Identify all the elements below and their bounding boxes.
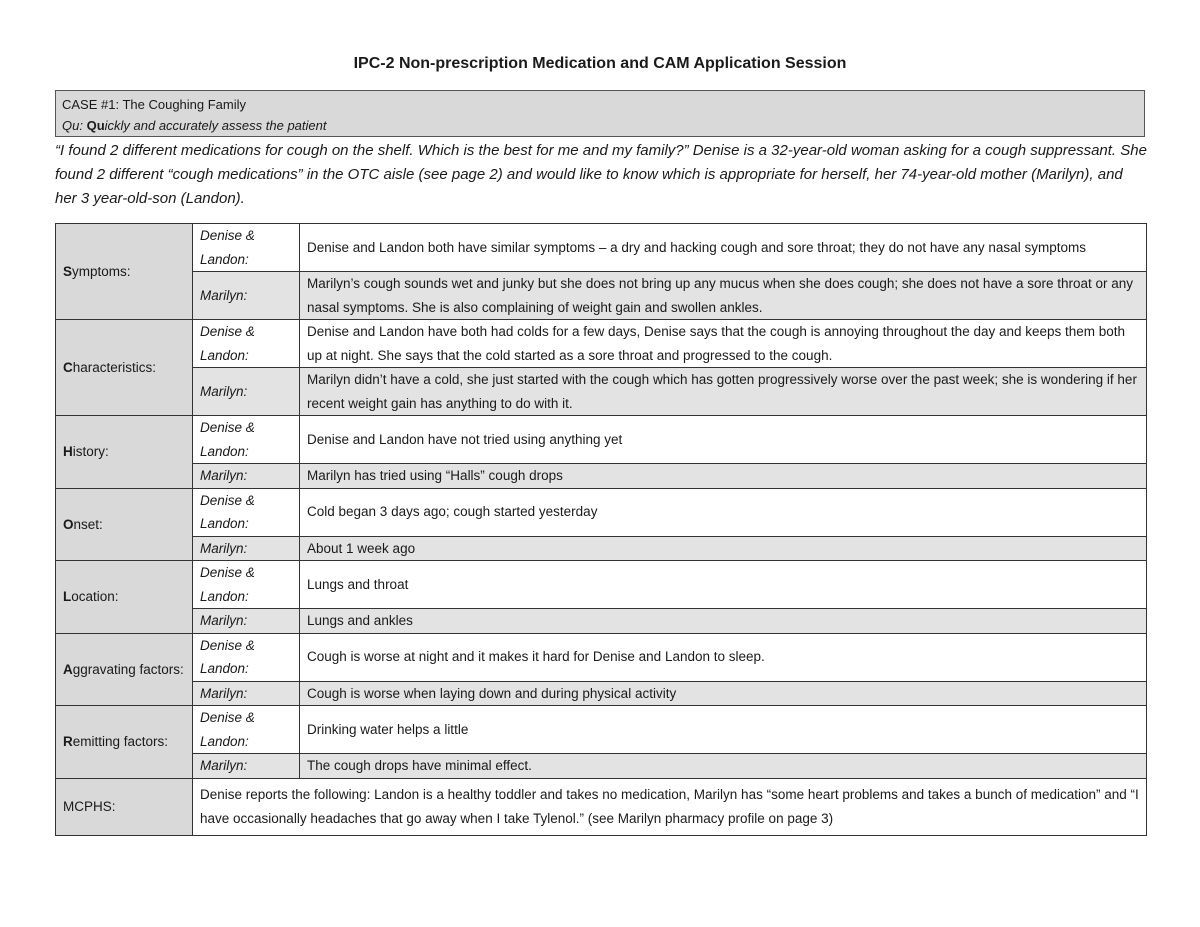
qu-bold: Qu	[86, 118, 105, 133]
table-row	[56, 633, 1147, 681]
table-row	[56, 536, 1147, 561]
description-marilyn: The cough drops have minimal effect.	[300, 754, 1147, 779]
description-marilyn: Lungs and ankles	[300, 609, 1147, 634]
patient-label-marilyn: Marilyn:	[193, 754, 300, 779]
category-initial: H	[63, 444, 73, 459]
patient-label-denise-landon: Denise & Landon:	[193, 706, 300, 754]
category-label: ymptoms:	[72, 263, 131, 279]
mcphs-label: MCPHS:	[56, 778, 193, 835]
table-row	[56, 368, 1147, 416]
description-marilyn: Marilyn’s cough sounds wet and junky but she does not bring up any mucus when she does cough; she does not have a sore throat or any nasal symptoms. She is also complaining of weight gain and swollen ankles.	[300, 272, 1147, 320]
description-denise-landon: Lungs and throat	[300, 561, 1147, 609]
qu-rest: ickly and accurately assess the patient	[104, 118, 327, 133]
category-initial: C	[63, 359, 73, 375]
table-row	[56, 754, 1147, 779]
category-label: nset:	[73, 516, 103, 532]
case-title: CASE #1: The Coughing Family	[62, 97, 247, 112]
patient-label-marilyn: Marilyn:	[193, 536, 300, 561]
description-marilyn: Cough is worse when laying down and during physical activity	[300, 681, 1147, 706]
category-label: haracteristics:	[72, 359, 157, 375]
mcphs-description: Denise reports the following: Landon is a healthy toddler and takes no medication, Marilyn has “some heart problems and takes a bunch of medication” and “I have occasionally headaches that go away when I take Tylenol.” (see Marilyn pharmacy profile on page 3)	[193, 778, 1147, 835]
category-cell	[56, 488, 193, 561]
assessment-table	[55, 223, 1147, 836]
table-row	[56, 320, 1147, 368]
table-row	[56, 778, 1147, 835]
patient-label-denise-landon: Denise & Landon:	[193, 416, 300, 464]
case-intro-paragraph: “I found 2 different medications for cough on the shelf. Which is the best for me and my family?” Denise is a 32-year-old woman asking for a cough suppressant. She found 2 different “cough medications” in the OTC aisle (see page 2) and would like to know which is appropriate for herself, her 74-year-old mother (Marilyn), and her 3 year-old-son (Landon).	[55, 142, 1147, 207]
document-title: IPC-2 Non-prescription Medication and CAM Application Session	[353, 55, 847, 72]
category-label: istory:	[72, 444, 109, 459]
description-marilyn: About 1 week ago	[300, 536, 1147, 561]
case-qu-line	[62, 115, 1138, 136]
description-denise-landon: Denise and Landon have both had colds for a few days, Denise says that the cough is annoying throughout the day and keeps them both up at night. She says that the cold started as a sore throat and progressed to the cough.	[300, 320, 1147, 368]
description-denise-landon: Denise and Landon both have similar symptoms – a dry and hacking cough and sore throat; they do not have any nasal symptoms	[300, 224, 1147, 272]
patient-label-marilyn: Marilyn:	[193, 609, 300, 634]
category-label: ocation:	[71, 589, 119, 604]
description-marilyn: Marilyn didn’t have a cold, she just started with the cough which has gotten progressively worse over the past week; she is wondering if her recent weight gain has anything to do with it.	[300, 368, 1147, 416]
category-initial: A	[63, 661, 73, 677]
table-row	[56, 416, 1147, 464]
category-cell	[56, 633, 193, 706]
category-initial: O	[63, 516, 74, 532]
table-row	[56, 464, 1147, 489]
case-header-box	[55, 90, 1145, 137]
description-denise-landon: Cough is worse at night and it makes it hard for Denise and Landon to sleep.	[300, 633, 1147, 681]
description-denise-landon: Cold began 3 days ago; cough started yesterday	[300, 488, 1147, 536]
patient-label-denise-landon: Denise & Landon:	[193, 633, 300, 681]
table-row	[56, 272, 1147, 320]
qu-label: Qu:	[62, 118, 87, 133]
table-row	[56, 488, 1147, 536]
table-row	[56, 224, 1147, 272]
description-denise-landon: Denise and Landon have not tried using anything yet	[300, 416, 1147, 464]
category-cell	[56, 706, 193, 779]
patient-label-denise-landon: Denise & Landon:	[193, 224, 300, 272]
patient-label-denise-landon: Denise & Landon:	[193, 561, 300, 609]
table-row	[56, 681, 1147, 706]
table-row	[56, 561, 1147, 609]
patient-label-marilyn: Marilyn:	[193, 272, 300, 320]
category-cell	[56, 320, 193, 416]
table-row	[56, 609, 1147, 634]
category-label: emitting factors:	[72, 734, 169, 749]
patient-label-denise-landon: Denise & Landon:	[193, 320, 300, 368]
category-initial: S	[63, 263, 73, 279]
category-cell	[56, 416, 193, 489]
description-marilyn: Marilyn has tried using “Halls” cough drops	[300, 464, 1147, 489]
patient-label-marilyn: Marilyn:	[193, 681, 300, 706]
category-initial: R	[63, 734, 73, 749]
patient-label-marilyn: Marilyn:	[193, 368, 300, 416]
patient-label-marilyn: Marilyn:	[193, 464, 300, 489]
category-cell	[56, 561, 193, 634]
category-initial: L	[63, 589, 72, 604]
category-cell	[56, 224, 193, 320]
category-label: ggravating factors:	[72, 661, 184, 677]
table-row	[56, 706, 1147, 754]
description-denise-landon: Drinking water helps a little	[300, 706, 1147, 754]
patient-label-denise-landon: Denise & Landon:	[193, 488, 300, 536]
